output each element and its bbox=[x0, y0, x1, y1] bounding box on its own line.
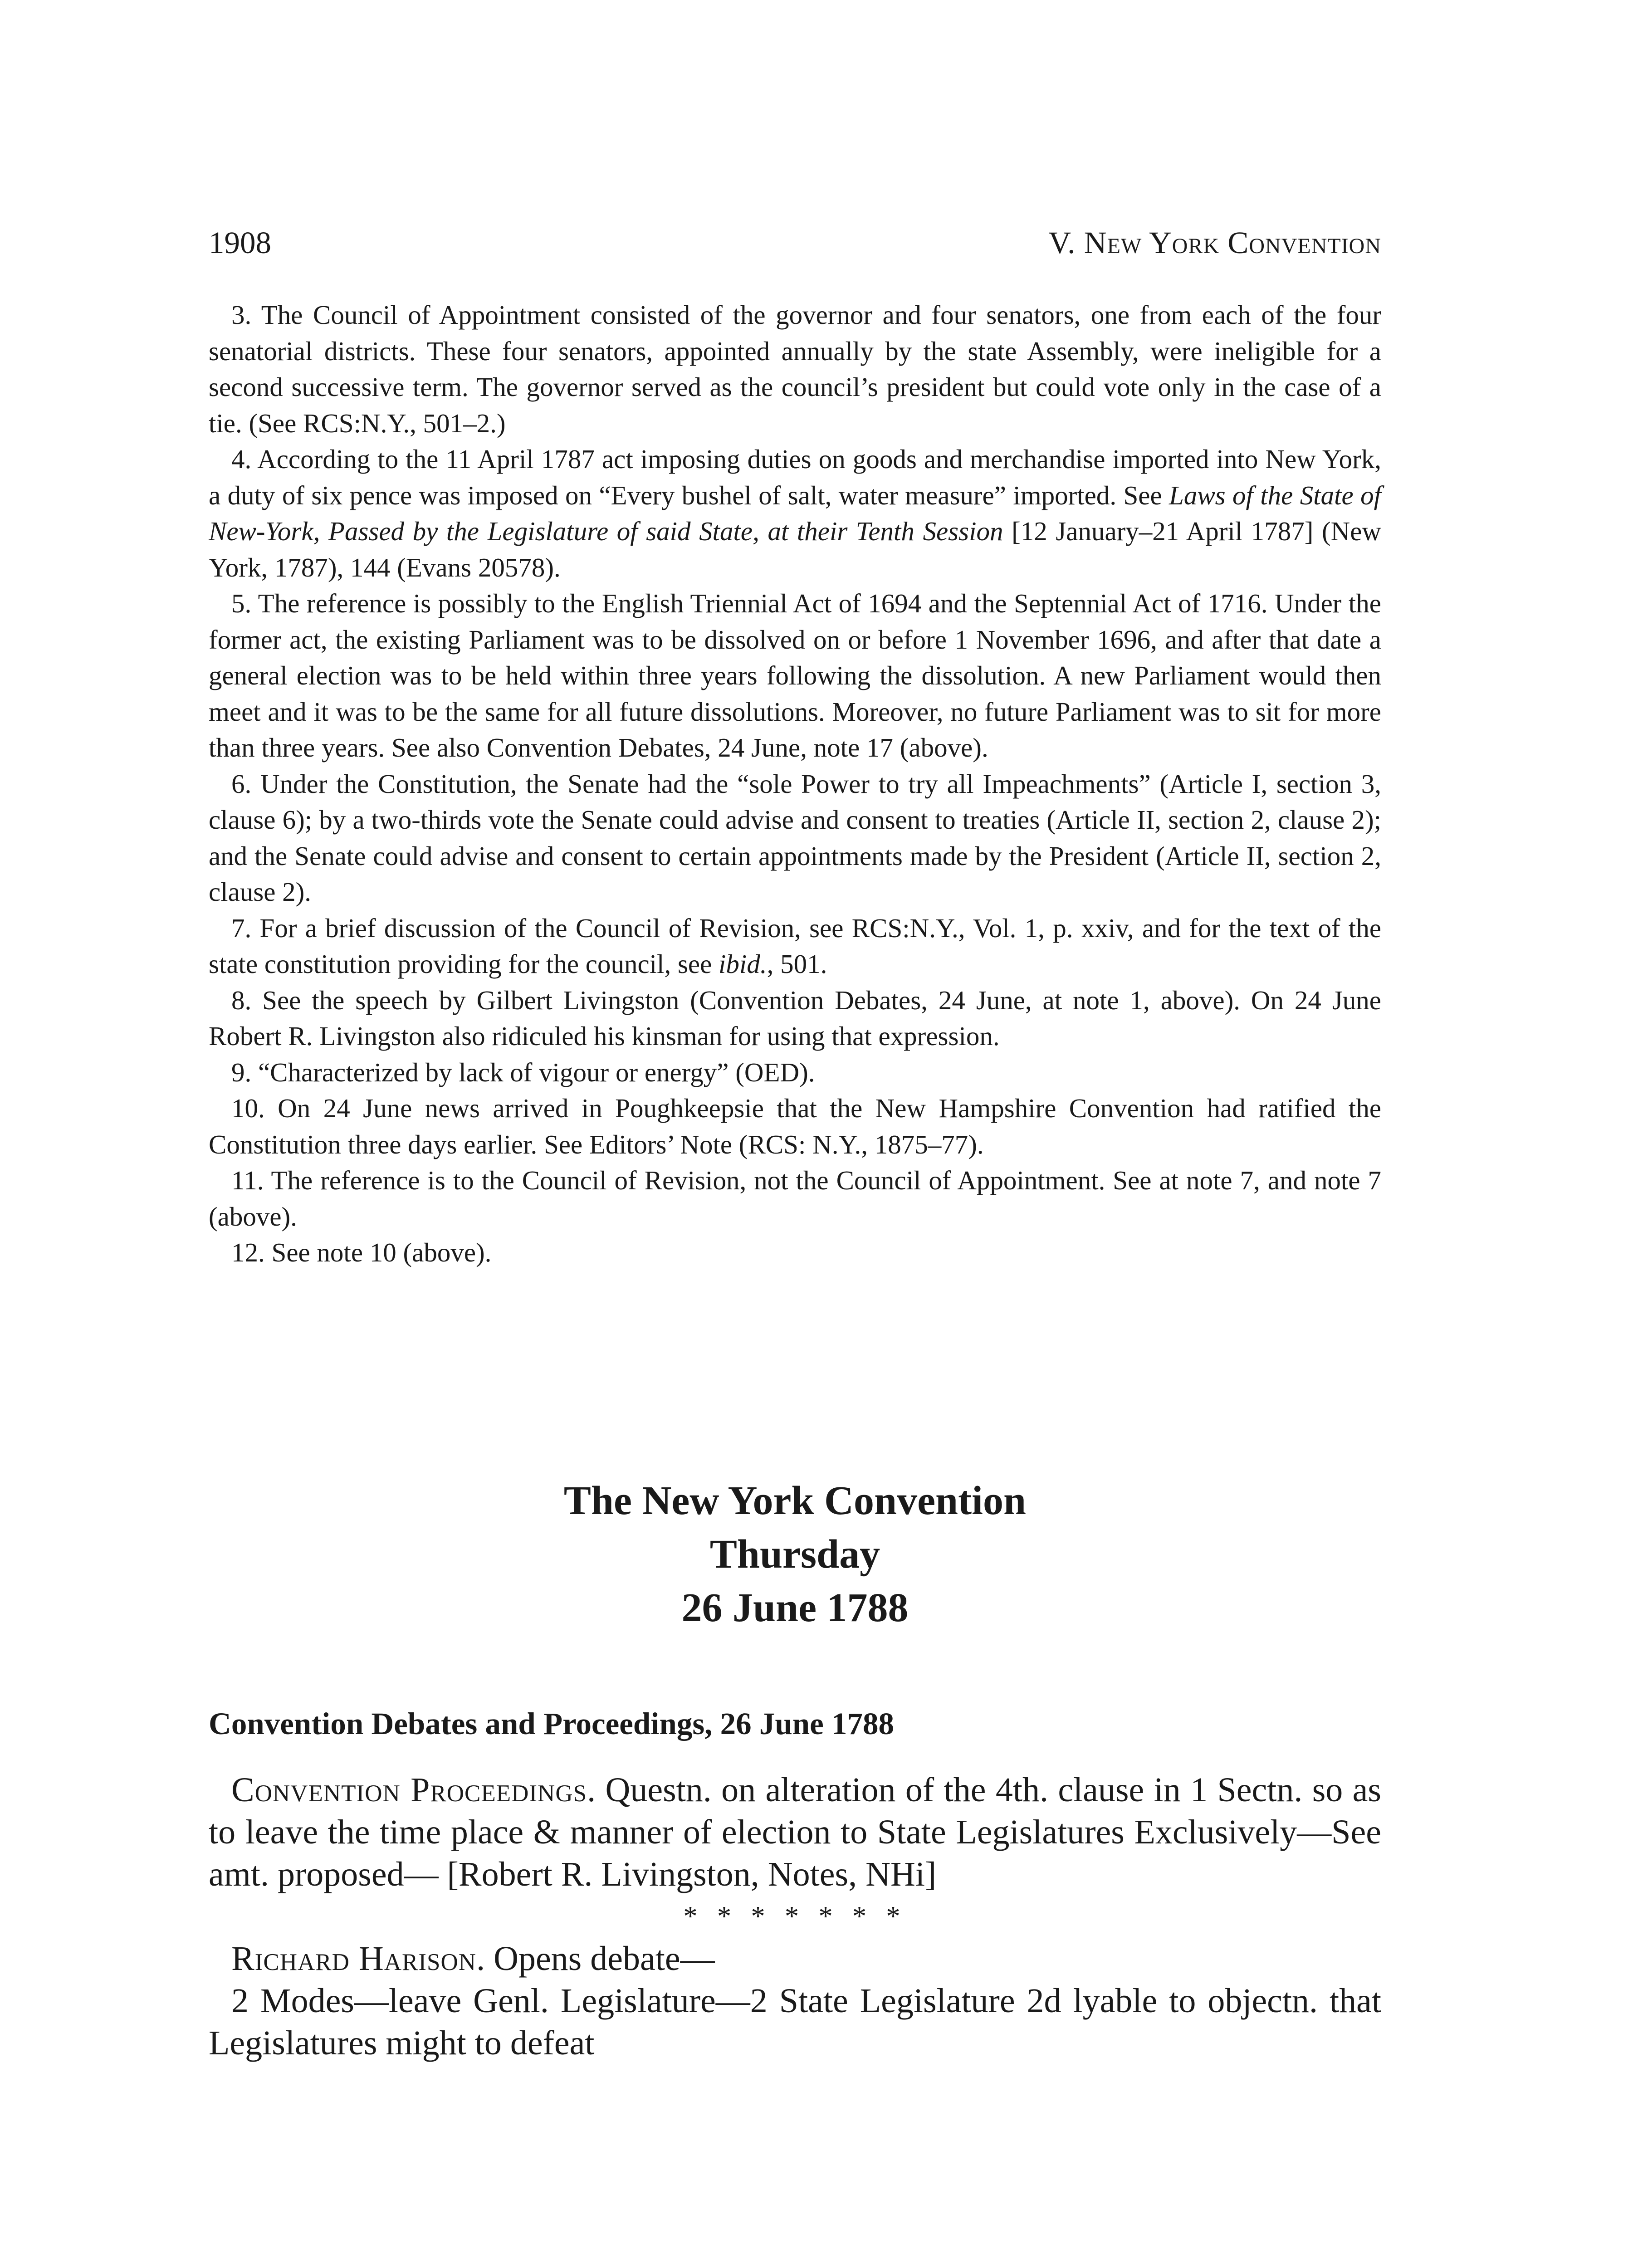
proceedings-paragraph: Convention Proceedings. Questn. on alteration of the 4th. clause in 1 Sectn. so as to leave the time place & manner of election to State Legislatures Exclusively—See amt. proposed— [Robert R. Livingston, Notes, NHi] bbox=[209, 1771, 1381, 1893]
note-10: 10. On 24 June news arrived in Poughkeepsie that the New Hampshire Convention had ratified the Constitution three days earlier. See Editors’ Note (RCS: N.Y., 1875–77). bbox=[209, 1093, 1381, 1159]
modes-paragraph: 2 Modes—leave Genl. Legislature—2 State Legislature 2d lyable to objectn. that Legislatures might to defeat bbox=[209, 1982, 1381, 2062]
note-6: 6. Under the Constitution, the Senate had the “sole Power to try all Impeachments” (Article I, section 3, clause 6); by a two-thirds vote the Senate could advise and consent to treaties (Article II, section 2, clause 2); and the Senate could advise and consent to certain appointments made by the President (Article II, section 2, clause 2). bbox=[209, 768, 1381, 907]
note-3: 3. The Council of Appointment consisted of the governor and four senators, one from each of the four senatorial districts. These four senators, appointed annually by the state Assembly, were ineligible for a second successive term. The governor served as the council’s president but could vote only in the case of a tie. (See RCS:N.Y., 501–2.) bbox=[209, 300, 1381, 438]
section-separator: * * * * * * * bbox=[683, 1901, 907, 1932]
page-number: 1908 bbox=[209, 225, 271, 260]
note-8: 8. See the speech by Gilbert Livingston (Convention Debates, 24 June, at note 1, above). On 24 June Robert R. Livingston also ridiculed his kinsman for using that expression. bbox=[209, 985, 1381, 1051]
note-7: 7. For a brief discussion of the Council of Revision, see RCS:N.Y., Vol. 1, p. xxiv, and for the text of the state constitution providing for the council, see ibid., 501. bbox=[209, 913, 1381, 979]
heading-line-2: Thursday bbox=[709, 1532, 880, 1577]
note-4-citation: Laws of the State of New-York, Passed by the Legislature of said State, at their Tenth Session bbox=[209, 480, 1381, 546]
running-head bbox=[209, 222, 1381, 263]
note-9: 9. “Characterized by lack of vigour or energy” (OED). bbox=[231, 1057, 815, 1087]
running-head-title: V. New York Convention bbox=[1048, 225, 1381, 260]
note-4: 4. According to the 11 April 1787 act imposing duties on goods and merchandise imported into New York, a duty of six pence was imposed on “Every bushel of salt, water measure” imported. See Laws of the State of New-York, Passed by the Legislature of said State, at their Tenth Session [12 January–21 April 1787] (New York, 1787), 144 (Evans 20578). bbox=[209, 444, 1381, 582]
endnotes bbox=[209, 297, 1381, 1271]
heading-line-1: The New York Convention bbox=[563, 1478, 1027, 1523]
note-7-ibid: ibid. bbox=[719, 949, 767, 979]
debate-text bbox=[209, 1769, 1381, 2064]
section-title: Convention Debates and Proceedings, 26 June 1788 bbox=[209, 1706, 895, 1741]
note-12: 12. See note 10 (above). bbox=[231, 1237, 492, 1267]
speaker-label: Richard Harison bbox=[231, 1940, 477, 1978]
heading-line-3: 26 June 1788 bbox=[681, 1585, 909, 1630]
harison-paragraph: Richard Harison. Opens debate— bbox=[231, 1940, 715, 1978]
note-11: 11. The reference is to the Council of Revision, not the Council of Appointment. See at note 7, and note 7 (above). bbox=[209, 1165, 1381, 1232]
note-5: 5. The reference is possibly to the English Triennial Act of 1694 and the Septennial Act of 1716. Under the former act, the existing Parliament was to be dissolved on or before 1 November 1696, and after that date a general election was to be held within three years following the dissolution. A new Parliament would then meet and it was to be the same for all future dissolutions. Moreover, no future Parliament was to sit for more than three years. See also Convention Debates, 24 June, note 17 (above). bbox=[209, 588, 1381, 763]
speaker-label: Convention Proceedings bbox=[231, 1771, 587, 1809]
day-heading bbox=[209, 1474, 1381, 1635]
